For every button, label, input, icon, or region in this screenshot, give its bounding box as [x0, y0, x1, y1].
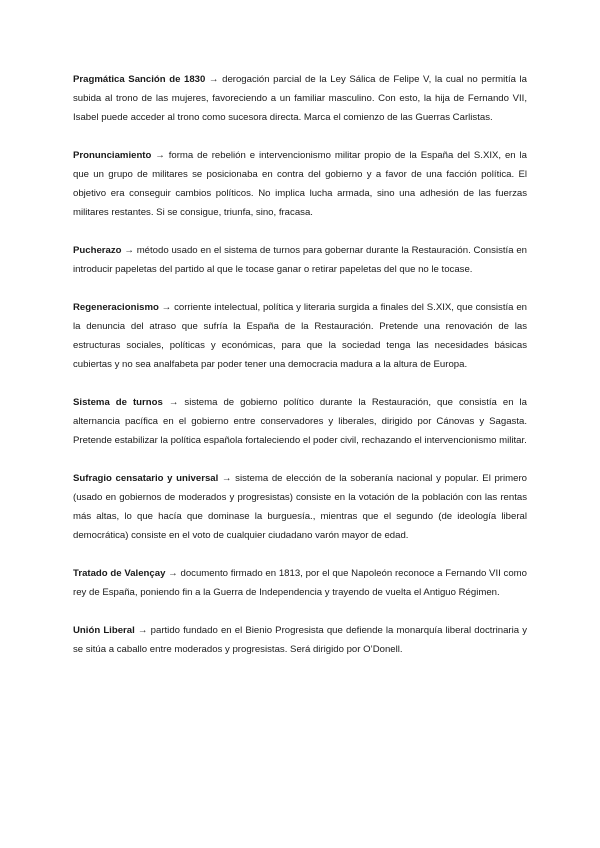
glossary-entry	[73, 393, 527, 450]
entry-definition: → sistema de elección de la soberanía nacional y popular. El primero (usado en gobiernos de moderados y progresistas) consiste en la votación de la población con las rentas más altas, lo que hacía que dominase la burguesía., mientras que el segundo (de ideología liberal democrática) consiste en el voto de cualquier ciudadano varón mayor de edad.	[73, 473, 527, 541]
entry-term: Pronunciamiento	[73, 150, 152, 161]
glossary-entry	[73, 298, 527, 374]
entry-term: Regeneracionismo	[73, 302, 159, 313]
glossary-entry	[73, 146, 527, 222]
glossary-entry	[73, 564, 527, 602]
entry-definition: → derogación parcial de la Ley Sálica de Felipe V, la cual no permitía la subida al trono de las mujeres, favoreciendo a un familiar masculino. Con esto, la hija de Fernando VII, Isabel puede acceder al trono como sucesora directa. Marca el comienzo de las Guerras Carlistas.	[73, 74, 528, 123]
entry-definition: → partido fundado en el Bienio Progresista que defiende la monarquía liberal doctrinaria y se sitúa a caballo entre moderados y progresistas. Será dirigido por O’Donell.	[73, 625, 528, 655]
entry-term: Pragmática Sanción de 1830	[73, 74, 206, 85]
entry-term: Sistema de turnos	[73, 397, 163, 408]
entry-definition: → sistema de gobierno político durante la Restauración, que consistía en la alternancia pacífica en el gobierno entre conservadores y liberales, dirigido por Cánovas y Sagasta. Pretende estabilizar la política española fortaleciendo el poder civil, rechazando el intervencionismo militar.	[73, 397, 527, 446]
entry-definition: → documento firmado en 1813, por el que Napoleón reconoce a Fernando VII como rey de España, poniendo fin a la Guerra de Independencia y trayendo de vuelta el Antiguo Régimen.	[73, 568, 527, 598]
entry-term: Tratado de Valençay	[73, 568, 166, 579]
document-page	[73, 70, 527, 678]
entry-term: Unión Liberal	[73, 625, 135, 636]
glossary-entry	[73, 621, 527, 659]
entry-term: Sufragio censatario y universal	[73, 473, 219, 484]
entry-definition: → método usado en el sistema de turnos para gobernar durante la Restauración. Consistía en introducir papeletas del partido al que le tocase ganar o retirar papeletas del que no le tocase.	[73, 245, 527, 275]
entry-term: Pucherazo	[73, 245, 122, 256]
entry-definition: → corriente intelectual, política y literaria surgida a finales del S.XIX, que consistía en la denuncia del atraso que sufría la España de la Restauración. Pretende una renovación de las estructuras sociales, políticas y económicas, para que la sociedad tenga las necesidades básicas cubiertas y no sea analfabeta par poder tener una democracia madura a la altura de Europa.	[73, 302, 527, 370]
glossary-entry	[73, 241, 527, 279]
entry-definition: → forma de rebelión e intervencionismo militar propio de la España del S.XIX, en la que un grupo de militares se posicionaba en contra del gobierno y a favor de una facción política. El objetivo era conseguir cambios políticos. No implica lucha armada, sino una adhesión de las fuerzas militares restantes. Si se consigue, triunfa, sino, fracasa.	[73, 150, 527, 218]
glossary-entry	[73, 469, 527, 545]
glossary-entry	[73, 70, 527, 127]
